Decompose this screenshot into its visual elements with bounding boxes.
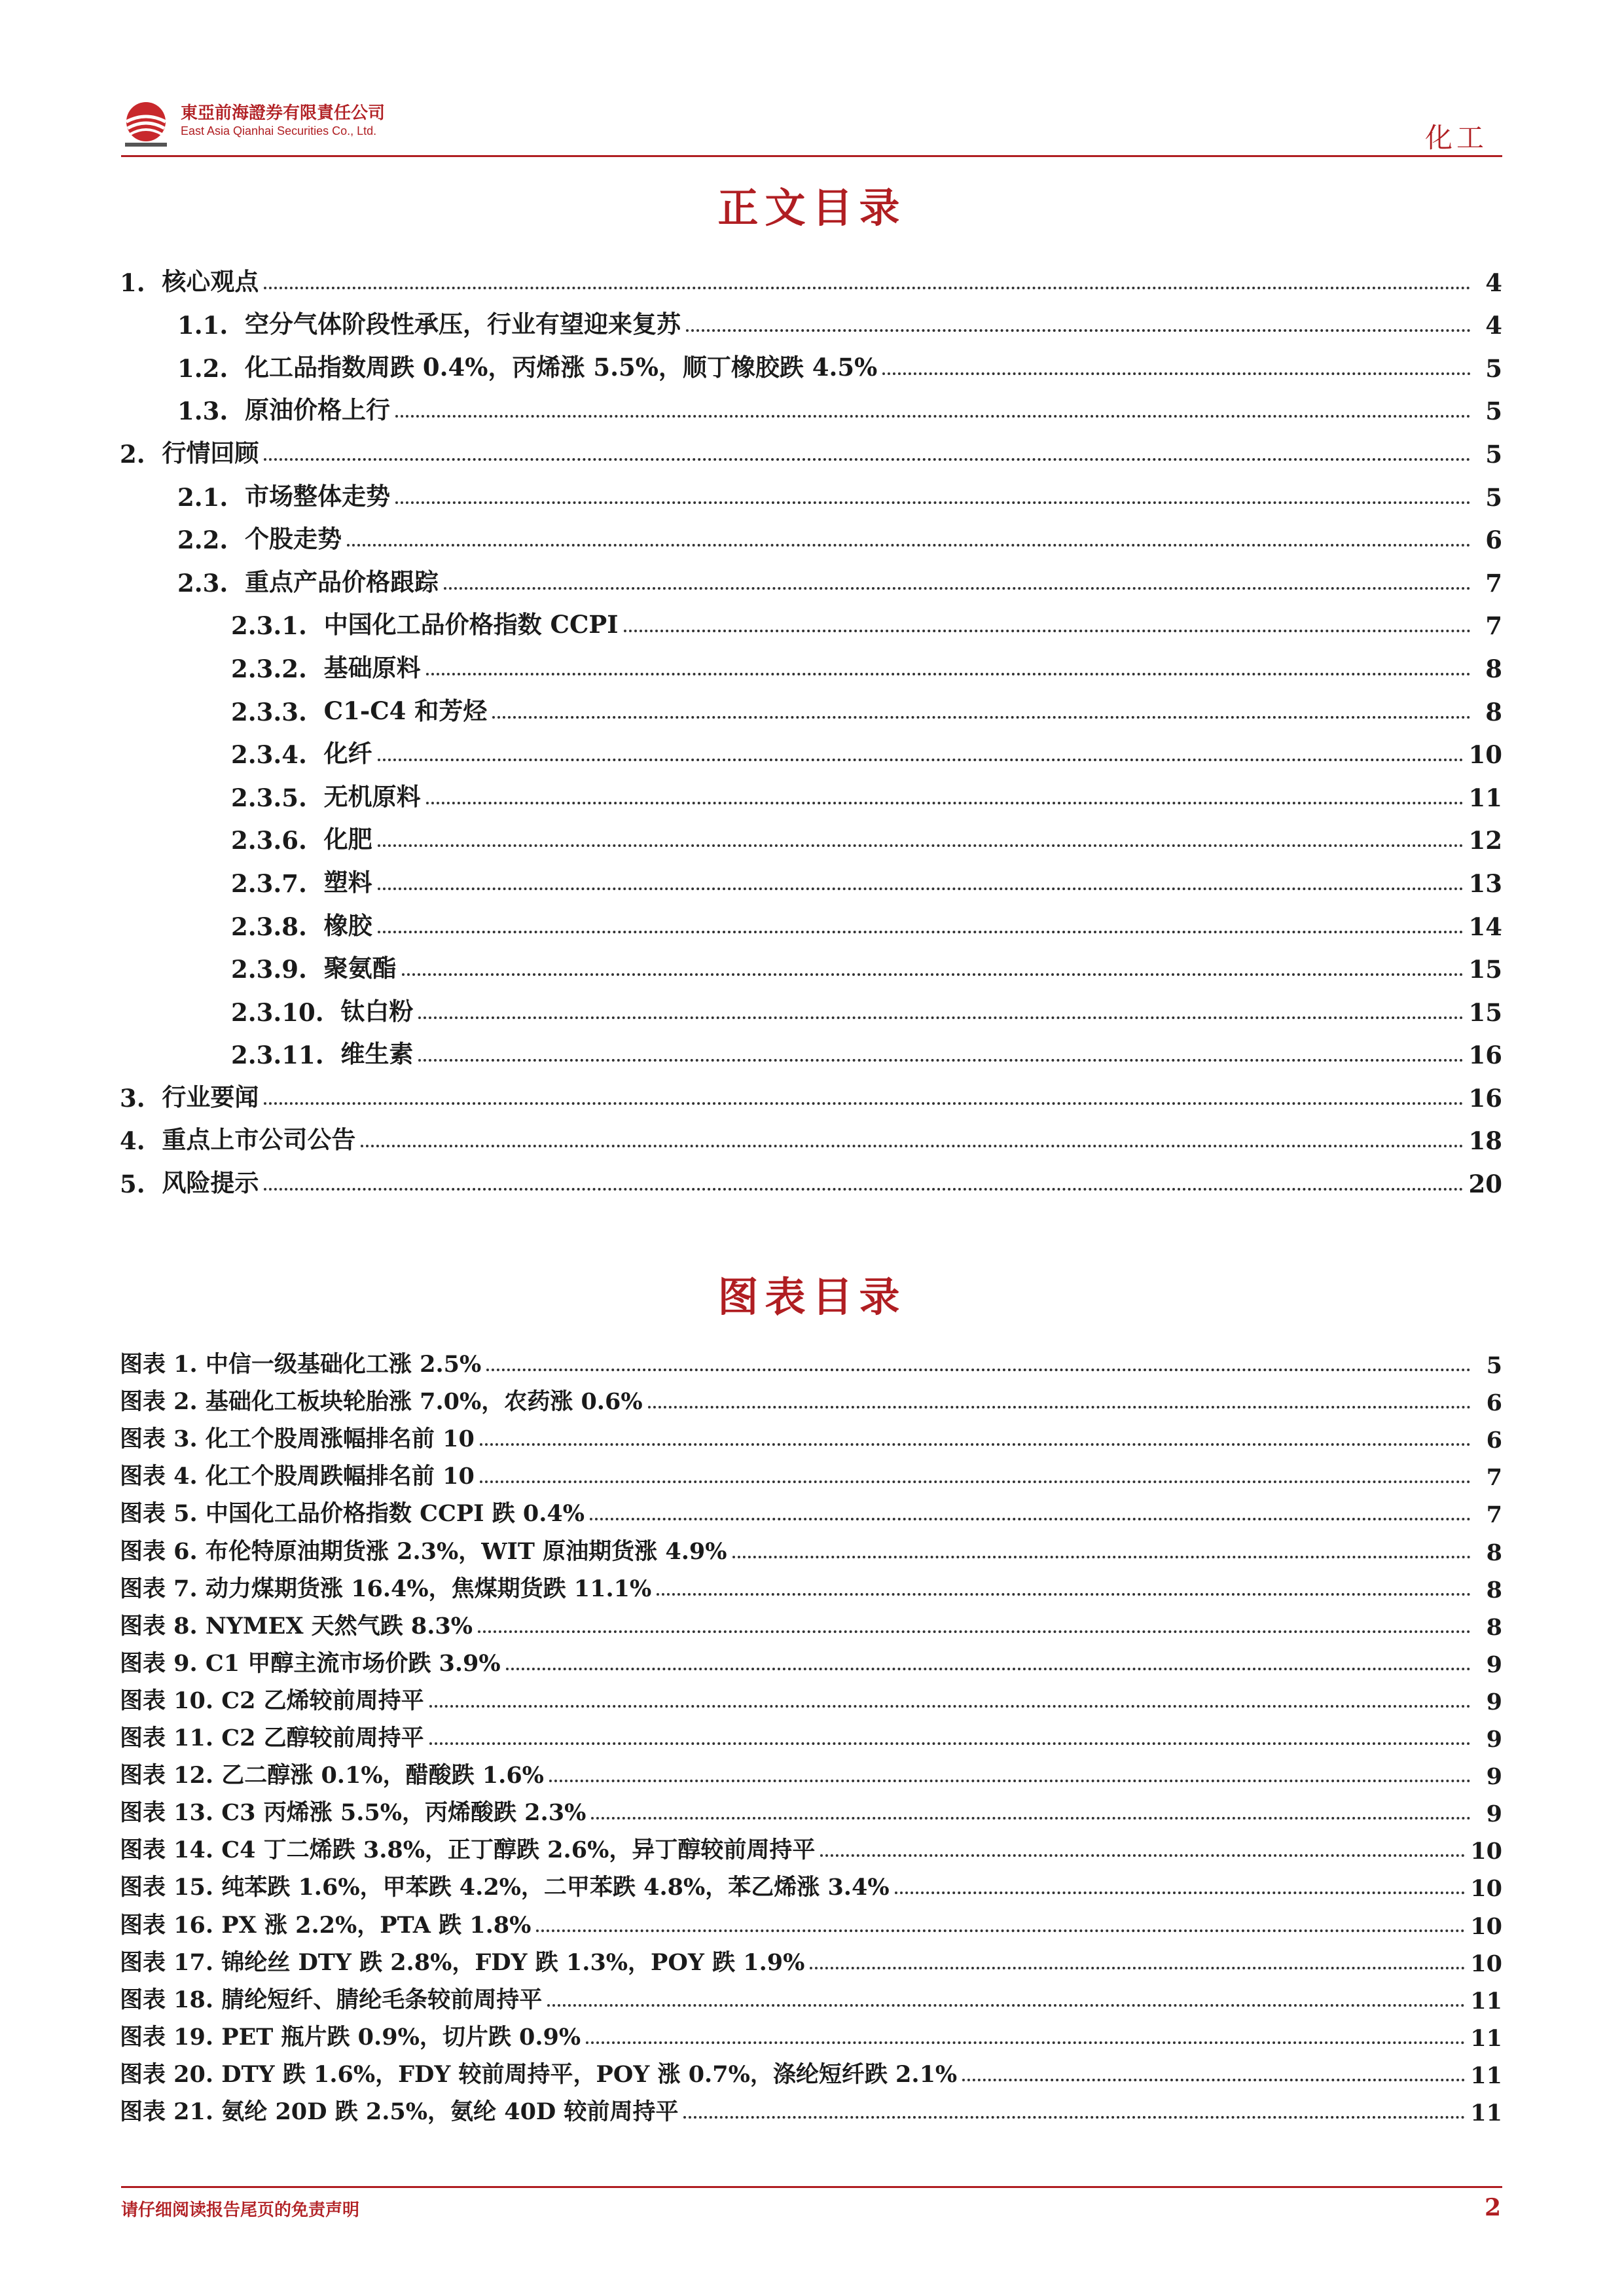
leader-dots (732, 1556, 1471, 1558)
figure-entry-title: NYMEX 天然气跌 8.3% (205, 1612, 473, 1640)
figure-entry-page: 10 (1470, 1838, 1502, 1865)
leader-dots (418, 1059, 1463, 1062)
toc-entry[interactable] (120, 1027, 1502, 1070)
figure-entry-label: 图表 20. (120, 2060, 214, 2088)
figure-entry[interactable] (120, 1454, 1502, 1491)
toc-entry-page: 13 (1468, 869, 1502, 898)
toc-entry-number: 2.3.10. (231, 997, 324, 1027)
toc-entry[interactable] (120, 554, 1502, 598)
leader-dots (506, 1668, 1471, 1670)
figure-entry-page: 5 (1486, 1352, 1502, 1380)
spacer (145, 1170, 162, 1198)
leader-dots (492, 716, 1471, 719)
toc-entry[interactable] (120, 425, 1502, 469)
figure-entry-label: 图表 17. (120, 1948, 214, 1976)
toc-entry[interactable] (120, 941, 1502, 984)
leader-dots (657, 1593, 1471, 1596)
figure-entry-page: 9 (1486, 1763, 1502, 1791)
toc-entry[interactable] (120, 984, 1502, 1027)
spacer (198, 1577, 206, 1604)
toc-entry[interactable] (120, 898, 1502, 941)
toc-entry-page: 7 (1485, 611, 1502, 641)
company-logo-icon (121, 98, 171, 148)
toc-entry[interactable] (120, 812, 1502, 855)
figure-entry-page: 11 (1470, 2024, 1502, 2052)
leader-dots (361, 1145, 1463, 1147)
leader-dots (478, 1630, 1471, 1633)
toc-entry-page: 8 (1485, 654, 1502, 683)
figure-entry[interactable] (120, 1753, 1502, 1790)
figure-entry[interactable] (120, 1604, 1502, 1641)
figure-entry-title: 动力煤期货涨 16.4%，焦煤期货跌 11.1% (205, 1575, 652, 1602)
toc-entry-number: 2.2. (177, 526, 228, 555)
toc-entry[interactable] (120, 383, 1502, 426)
toc-entry-number: 1.1. (177, 311, 228, 340)
spacer (198, 1464, 206, 1491)
toc-entry[interactable] (120, 1155, 1502, 1198)
toc-entry-number: 2.1. (177, 482, 228, 512)
spacer (213, 1726, 221, 1753)
figure-entry[interactable] (120, 1827, 1502, 1865)
toc-entry-title: 维生素 (340, 1039, 414, 1069)
spacer (228, 569, 245, 598)
page-number: 2 (1484, 2194, 1501, 2221)
toc-entry-number: 2.3.7. (231, 869, 307, 898)
toc-entry-page: 5 (1485, 397, 1502, 426)
toc-entry[interactable] (120, 726, 1502, 770)
industry-label: 化工 (1424, 122, 1488, 154)
toc-entry-number: 1.2. (177, 353, 228, 383)
figure-entry[interactable] (120, 1416, 1502, 1454)
toc-entry-title: 空分气体阶段性承压，行业有望迎来复苏 (245, 310, 681, 339)
toc-entry-number: 2.3.3. (231, 697, 307, 726)
figure-entry-label: 图表 21. (120, 2098, 214, 2125)
figure-entry-title: 中国化工品价格指数 CCPI 跌 0.4% (205, 1500, 585, 1528)
figure-entry[interactable] (120, 1566, 1502, 1604)
spacer (324, 998, 341, 1027)
toc-entry[interactable] (120, 598, 1502, 641)
leader-dots (378, 844, 1464, 847)
toc-entry-title: 核心观点 (162, 266, 259, 296)
figure-entry-page: 10 (1470, 1875, 1502, 1903)
spacer (307, 912, 324, 941)
toc-entry[interactable] (120, 640, 1502, 683)
spacer (213, 1913, 221, 1940)
spacer (228, 354, 245, 383)
toc-entry-page: 7 (1485, 568, 1502, 598)
spacer (213, 1689, 221, 1715)
leader-dots (820, 1854, 1465, 1857)
figure-entry-page: 11 (1470, 2099, 1502, 2126)
figure-entry-title: 乙二醇涨 0.1%，醋酸跌 1.6% (221, 1762, 544, 1789)
toc-entry-number: 2.3. (177, 568, 228, 598)
figure-entry-title: C3 丙烯涨 5.5%，丙烯酸跌 2.3% (221, 1799, 586, 1827)
spacer (307, 655, 324, 683)
leader-dots (480, 1443, 1471, 1446)
leader-dots (418, 1016, 1463, 1019)
spacer (228, 483, 245, 512)
leader-dots (378, 931, 1464, 933)
leader-dots (895, 1892, 1466, 1894)
figure-entry-page: 8 (1486, 1576, 1502, 1604)
leader-dots (810, 1967, 1465, 1969)
figure-entry[interactable] (120, 1940, 1502, 1977)
figure-entry[interactable] (120, 1678, 1502, 1715)
toc-entry-page: 14 (1468, 912, 1502, 941)
toc-entry-page: 4 (1485, 311, 1502, 340)
toc-entry-title: 化工品指数周跌 0.4%，丙烯涨 5.5%，顺丁橡胶跌 4.5% (245, 352, 878, 382)
figure-list-title: 图表目录 (717, 1273, 907, 1321)
page-header (0, 0, 1624, 164)
leader-dots (591, 1817, 1471, 1820)
figure-entry[interactable] (120, 2089, 1502, 2126)
leader-dots (264, 458, 1471, 461)
spacer (145, 1126, 162, 1155)
figure-entry-page: 10 (1470, 1950, 1502, 1977)
figure-entry-label: 图表 1. (120, 1351, 198, 1378)
toc-entry-title: 中国化工品价格指数 CCPI (323, 610, 619, 639)
toc-entry-page: 12 (1468, 826, 1502, 855)
figure-entry-label: 图表 19. (120, 2023, 214, 2051)
leader-dots (426, 802, 1464, 804)
leader-dots (378, 888, 1464, 890)
spacer (307, 611, 324, 640)
spacer (198, 1539, 206, 1566)
figure-entry-title: C2 乙烯较前周持平 (221, 1687, 424, 1714)
toc-entry-page: 5 (1485, 482, 1502, 512)
toc-entry[interactable] (120, 512, 1502, 555)
figure-entry-label: 图表 6. (120, 1537, 198, 1565)
toc-entry-page: 16 (1468, 1041, 1502, 1070)
figure-list (120, 1342, 1502, 2126)
figure-entry-label: 图表 15. (120, 1874, 214, 1901)
toc-entry-number: 2.3.6. (231, 826, 307, 855)
spacer (213, 1838, 221, 1865)
toc-entry-title: 风险提示 (162, 1168, 259, 1198)
figure-entry-label: 图表 9. (120, 1649, 198, 1677)
toc-entry-page: 5 (1485, 353, 1502, 383)
leader-dots (648, 1406, 1471, 1408)
toc-entry-number: 2.3.5. (231, 783, 307, 812)
figure-entry-label: 图表 11. (120, 1725, 214, 1752)
figure-entry-label: 图表 5. (120, 1500, 198, 1528)
figure-entry-page: 11 (1470, 2062, 1502, 2089)
company-name-en: East Asia Qianhai Securities Co., Ltd. (181, 124, 377, 137)
leader-dots (264, 287, 1471, 289)
spacer (145, 440, 162, 469)
toc-entry-title: 个股走势 (245, 524, 342, 554)
spacer (307, 783, 324, 812)
leader-dots (547, 2004, 1465, 2007)
toc-entry-title: 原油价格上行 (245, 395, 391, 425)
figure-entry-title: C2 乙醇较前周持平 (221, 1725, 424, 1752)
toc-entry-number: 2.3.4. (231, 740, 307, 770)
company-name-cn: 東亞前海證券有限責任公司 (181, 103, 386, 123)
toc-entry-title: 重点产品价格跟踪 (245, 567, 439, 596)
figure-entry[interactable] (120, 1641, 1502, 1678)
figure-entry-title: 氨纶 20D 跌 2.5%，氨纶 40D 较前周持平 (221, 2098, 679, 2125)
leader-dots (264, 1102, 1463, 1105)
toc-entry-title: 无机原料 (323, 781, 421, 811)
toc-entry[interactable] (120, 769, 1502, 812)
toc-entry-page: 15 (1468, 997, 1502, 1027)
toc-entry-number: 4. (120, 1126, 145, 1156)
toc-entry[interactable] (120, 1069, 1502, 1113)
toc-entry-page: 8 (1485, 697, 1502, 726)
toc-entry-page: 16 (1468, 1083, 1502, 1113)
leader-dots (444, 587, 1471, 590)
spacer (198, 1651, 206, 1678)
figure-entry-label: 图表 13. (120, 1799, 214, 1827)
footer-divider (121, 2186, 1502, 2188)
toc-entry-number: 2.3.2. (231, 654, 307, 683)
spacer (307, 826, 324, 855)
toc-entry-page: 20 (1468, 1170, 1502, 1199)
leader-dots (426, 673, 1471, 675)
toc-entry-page: 6 (1485, 526, 1502, 555)
spacer (228, 526, 245, 554)
toc-entry-number: 2.3.9. (231, 955, 307, 984)
figure-entry-page: 6 (1486, 1427, 1502, 1454)
figure-entry-label: 图表 2. (120, 1388, 198, 1416)
toc-entry-page: 5 (1485, 439, 1502, 469)
toc-entry-title: 聚氨酯 (323, 954, 397, 983)
leader-dots (536, 1929, 1465, 1932)
figure-entry-page: 11 (1470, 1987, 1502, 2015)
figure-entry[interactable] (120, 1715, 1502, 1753)
figure-entry-page: 6 (1486, 1390, 1502, 1417)
toc-entry[interactable] (120, 254, 1502, 297)
figure-entry-page: 9 (1486, 1726, 1502, 1753)
figure-entry-title: DTY 跌 1.6%，FDY 较前周持平，POY 涨 0.7%，涤纶短纤跌 2.1% (221, 2060, 958, 2088)
toc-entry-number: 2.3.1. (231, 611, 307, 641)
figure-entry-label: 图表 18. (120, 1986, 214, 2013)
spacer (213, 1875, 221, 1902)
leader-dots (264, 1188, 1463, 1191)
figure-entry-page: 9 (1486, 1651, 1502, 1678)
spacer (307, 955, 324, 984)
leader-dots (586, 2041, 1465, 2044)
leader-dots (395, 501, 1471, 504)
figure-entry-title: 纯苯跌 1.6%，甲苯跌 4.2%，二甲苯跌 4.8%，苯乙烯涨 3.4% (221, 1874, 890, 1901)
figure-entry[interactable] (120, 1977, 1502, 2015)
figure-entry-title: 化工个股周涨幅排名前 10 (205, 1426, 475, 1453)
spacer (198, 1427, 206, 1454)
figure-entry-title: 布伦特原油期货涨 2.3%，WIT 原油期货涨 4.9% (205, 1537, 727, 1565)
spacer (145, 268, 162, 297)
figure-entry-title: 锦纶丝 DTY 跌 2.8%，FDY 跌 1.3%，POY 跌 1.9% (221, 1948, 805, 1976)
figure-entry-page: 9 (1486, 1688, 1502, 1715)
figure-entry[interactable] (120, 2052, 1502, 2089)
leader-dots (624, 630, 1471, 632)
figure-entry-label: 图表 4. (120, 1463, 198, 1490)
figure-entry-label: 图表 16. (120, 1911, 214, 1939)
figure-entry-page: 10 (1470, 1912, 1502, 1940)
leader-dots (686, 329, 1471, 332)
figure-entry[interactable] (120, 2015, 1502, 2052)
leader-dots (683, 2116, 1465, 2119)
figure-entry-title: 中信一级基础化工涨 2.5% (205, 1351, 482, 1378)
toc-entry[interactable] (120, 1113, 1502, 1156)
leader-dots (395, 415, 1471, 418)
toc-entry-number: 1.3. (177, 397, 228, 426)
figure-entry-title: PET 瓶片跌 0.9%，切片跌 0.9% (221, 2023, 581, 2051)
toc-entry[interactable] (120, 297, 1502, 340)
figure-entry[interactable] (120, 1865, 1502, 1902)
figure-entry[interactable] (120, 1491, 1502, 1528)
spacer (307, 740, 324, 769)
toc-entry-title: 基础原料 (323, 653, 421, 682)
spacer (213, 1801, 221, 1827)
toc-entry-title: 市场整体走势 (245, 481, 391, 511)
figure-entry-label: 图表 8. (120, 1612, 198, 1640)
figure-entry-label: 图表 7. (120, 1575, 198, 1602)
toc-entry-number: 5. (120, 1170, 145, 1199)
figure-entry-page: 8 (1486, 1539, 1502, 1566)
toc-entry-title: C1-C4 和芳烃 (323, 696, 488, 725)
toc-entry[interactable] (120, 683, 1502, 726)
toc-entry-number: 2.3.8. (231, 912, 307, 941)
figure-entry-label: 图表 14. (120, 1837, 214, 1864)
figure-entry-title: PX 涨 2.2%，PTA 跌 1.8% (221, 1911, 532, 1939)
toc-entry-title: 橡胶 (323, 910, 372, 940)
spacer (228, 397, 245, 425)
spacer (213, 2100, 221, 2126)
figure-entry-title: 化工个股周跌幅排名前 10 (205, 1463, 475, 1490)
toc-entry-title: 行业要闻 (162, 1082, 259, 1111)
leader-dots (962, 2079, 1465, 2081)
spacer (213, 2025, 221, 2052)
footer-disclaimer: 请仔细阅读报告尾页的免责声明 (121, 2200, 360, 2220)
toc-entry[interactable] (120, 855, 1502, 898)
spacer (307, 698, 324, 726)
leader-dots (378, 759, 1464, 761)
leader-dots (549, 1780, 1471, 1782)
leader-dots (402, 973, 1464, 976)
table-of-contents (120, 254, 1502, 1198)
toc-entry-page: 18 (1468, 1126, 1502, 1156)
figure-entry[interactable] (120, 1379, 1502, 1416)
figure-entry-page: 7 (1486, 1501, 1502, 1529)
toc-entry-title: 钛白粉 (340, 996, 414, 1026)
leader-dots (429, 1742, 1471, 1745)
spacer (228, 311, 245, 340)
figure-entry-label: 图表 12. (120, 1762, 214, 1789)
leader-dots (480, 1480, 1471, 1483)
spacer (198, 1390, 206, 1416)
spacer (324, 1041, 341, 1069)
spacer (213, 1988, 221, 2015)
leader-dots (486, 1369, 1471, 1371)
figure-entry-page: 9 (1486, 1801, 1502, 1828)
spacer (198, 1614, 206, 1641)
figure-entry-title: 腈纶短纤、腈纶毛条较前周持平 (221, 1986, 543, 2013)
toc-entry-number: 2.3.11. (231, 1041, 324, 1070)
figure-entry[interactable] (120, 1528, 1502, 1566)
toc-entry-number: 2. (120, 439, 145, 469)
leader-dots (882, 372, 1471, 375)
spacer (145, 1084, 162, 1113)
toc-entry-title: 行情回顾 (162, 438, 259, 467)
figure-entry-label: 图表 10. (120, 1687, 214, 1714)
header-divider (121, 155, 1502, 157)
figure-entry[interactable] (120, 1342, 1502, 1379)
spacer (213, 2062, 221, 2089)
figure-entry-page: 8 (1486, 1613, 1502, 1641)
toc-entry-title: 化肥 (323, 825, 372, 854)
toc-title: 正文目录 (717, 184, 907, 232)
toc-entry-number: 1. (120, 268, 145, 297)
toc-entry-page: 4 (1485, 268, 1502, 297)
spacer (213, 1950, 221, 1977)
toc-entry[interactable] (120, 469, 1502, 512)
figure-entry-title: C1 甲醇主流市场价跌 3.9% (205, 1649, 501, 1677)
toc-entry-title: 化纤 (323, 739, 372, 768)
leader-dots (347, 544, 1471, 547)
leader-dots (590, 1518, 1471, 1520)
figure-entry-title: 基础化工板块轮胎涨 7.0%，农药涨 0.6% (205, 1388, 643, 1416)
figure-entry-label: 图表 3. (120, 1426, 198, 1453)
figure-entry-page: 7 (1486, 1464, 1502, 1492)
toc-entry-title: 塑料 (323, 867, 372, 897)
leader-dots (429, 1705, 1471, 1708)
spacer (198, 1501, 206, 1528)
figure-entry-title: C4 丁二烯跌 3.8%，正丁醇跌 2.6%，异丁醇较前周持平 (221, 1837, 816, 1864)
toc-entry-number: 3. (120, 1083, 145, 1113)
toc-entry-page: 10 (1468, 740, 1502, 770)
toc-entry-title: 重点上市公司公告 (162, 1125, 356, 1155)
toc-entry-page: 15 (1468, 955, 1502, 984)
figure-entry[interactable] (120, 1902, 1502, 1939)
spacer (307, 869, 324, 898)
spacer (198, 1352, 206, 1379)
toc-entry[interactable] (120, 340, 1502, 383)
toc-entry-page: 11 (1468, 783, 1502, 812)
spacer (213, 1763, 221, 1790)
figure-entry[interactable] (120, 1790, 1502, 1827)
